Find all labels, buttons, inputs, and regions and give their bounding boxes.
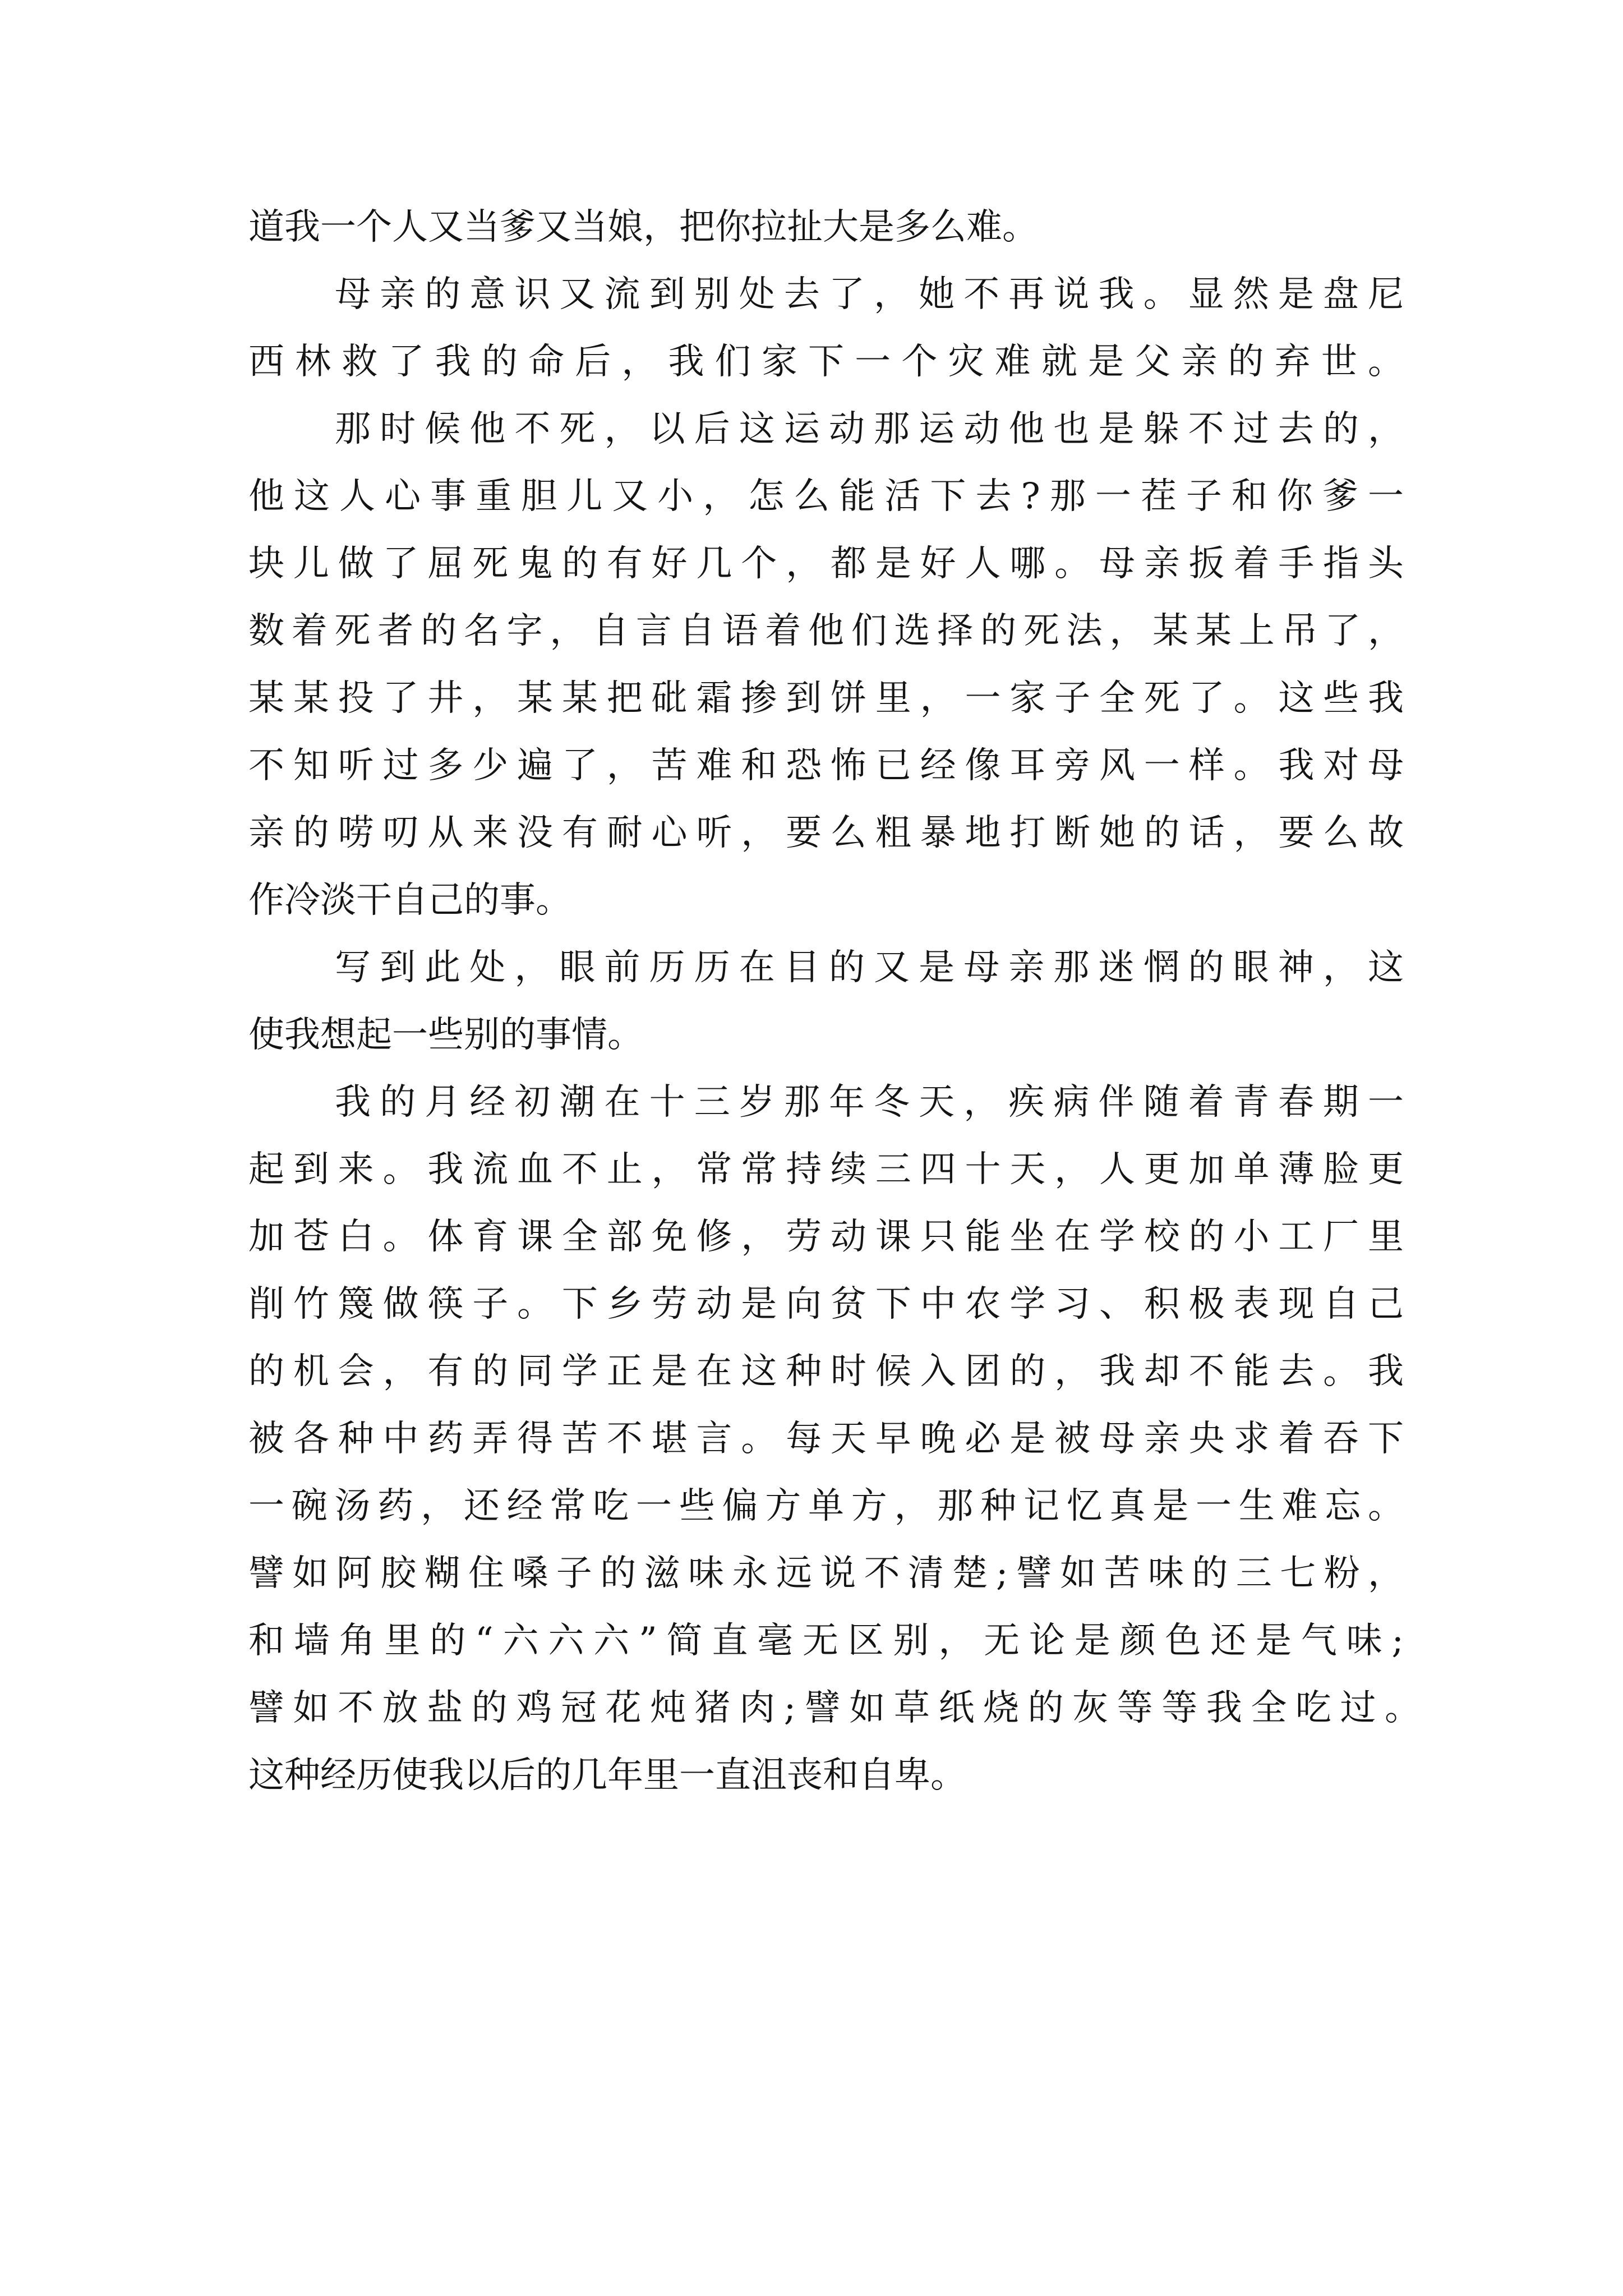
- paragraph-1-line-1: 道我一个人又当爹又当娘，把你拉扯大是多么难。: [248, 206, 1038, 248]
- paragraph-3-line-8: 作冷淡干自己的事。: [248, 880, 571, 921]
- paragraph-5-line-11: 这种经历使我以后的几年里一直沮丧和自卑。: [248, 1755, 966, 1796]
- paragraph-3-line-7: 亲的唠叨从来没有耐心听，要么粗暴地打断她的话，要么故: [248, 812, 1404, 854]
- paragraph-5-line-3: 加苍白。体育课全部免修，劳动课只能坐在学校的小工厂里: [248, 1216, 1404, 1258]
- paragraph-5-line-1: 我的月经初潮在十三岁那年冬天，疾病伴随着青春期一: [335, 1082, 1404, 1123]
- paragraph-2-line-1: 母亲的意识又流到别处去了，她不再说我。显然是盘尼: [335, 274, 1404, 315]
- paragraph-5-line-7: 一碗汤药，还经常吃一些偏方单方，那种记忆真是一生难忘。: [248, 1485, 1404, 1527]
- paragraph-2-line-2: 西林救了我的命后，我们家下一个灾难就是父亲的弃世。: [248, 341, 1404, 383]
- paragraph-5-line-2: 起到来。我流血不止，常常持续三四十天，人更加单薄脸更: [248, 1149, 1404, 1190]
- paragraph-5-line-9: 和墙角里的“六六六”简直毫无区别，无论是颜色还是气味;: [248, 1620, 1404, 1662]
- paragraph-4-line-2: 使我想起一些别的事情。: [248, 1014, 643, 1056]
- paragraph-3-line-6: 不知听过多少遍了，苦难和恐怖已经像耳旁风一样。我对母: [248, 745, 1404, 786]
- paragraph-5-line-6: 被各种中药弄得苦不堪言。每天早晚必是被母亲央求着吞下: [248, 1418, 1404, 1460]
- paragraph-3-line-5: 某某投了井，某某把砒霜掺到饼里，一家子全死了。这些我: [248, 678, 1404, 719]
- paragraph-4-line-1: 写到此处，眼前历历在目的又是母亲那迷惘的眼神，这: [335, 947, 1404, 988]
- paragraph-5-line-5: 的机会，有的同学正是在这种时候入团的，我却不能去。我: [248, 1351, 1404, 1392]
- paragraph-5-line-8: 譬如阿胶糊住嗓子的滋味永远说不清楚;譬如苦味的三七粉，: [248, 1553, 1404, 1594]
- paragraph-3-line-3: 块儿做了屈死鬼的有好几个，都是好人哪。母亲扳着手指头: [248, 543, 1404, 585]
- paragraph-3-line-1: 那时候他不死，以后这运动那运动他也是躲不过去的，: [335, 408, 1404, 450]
- paragraph-5-line-4: 削竹篾做筷子。下乡劳动是向贫下中农学习、积极表现自己: [248, 1283, 1404, 1325]
- paragraph-5-line-10: 譬如不放盐的鸡冠花炖猪肉;譬如草纸烧的灰等等我全吃过。: [248, 1687, 1421, 1729]
- body-text: [248, 194, 1421, 1809]
- paragraph-3-line-2: 他这人心事重胆儿又小，怎么能活下去?那一茬子和你爹一: [248, 476, 1404, 517]
- paragraph-3-line-4: 数着死者的名字，自言自语着他们选择的死法，某某上吊了，: [248, 610, 1404, 652]
